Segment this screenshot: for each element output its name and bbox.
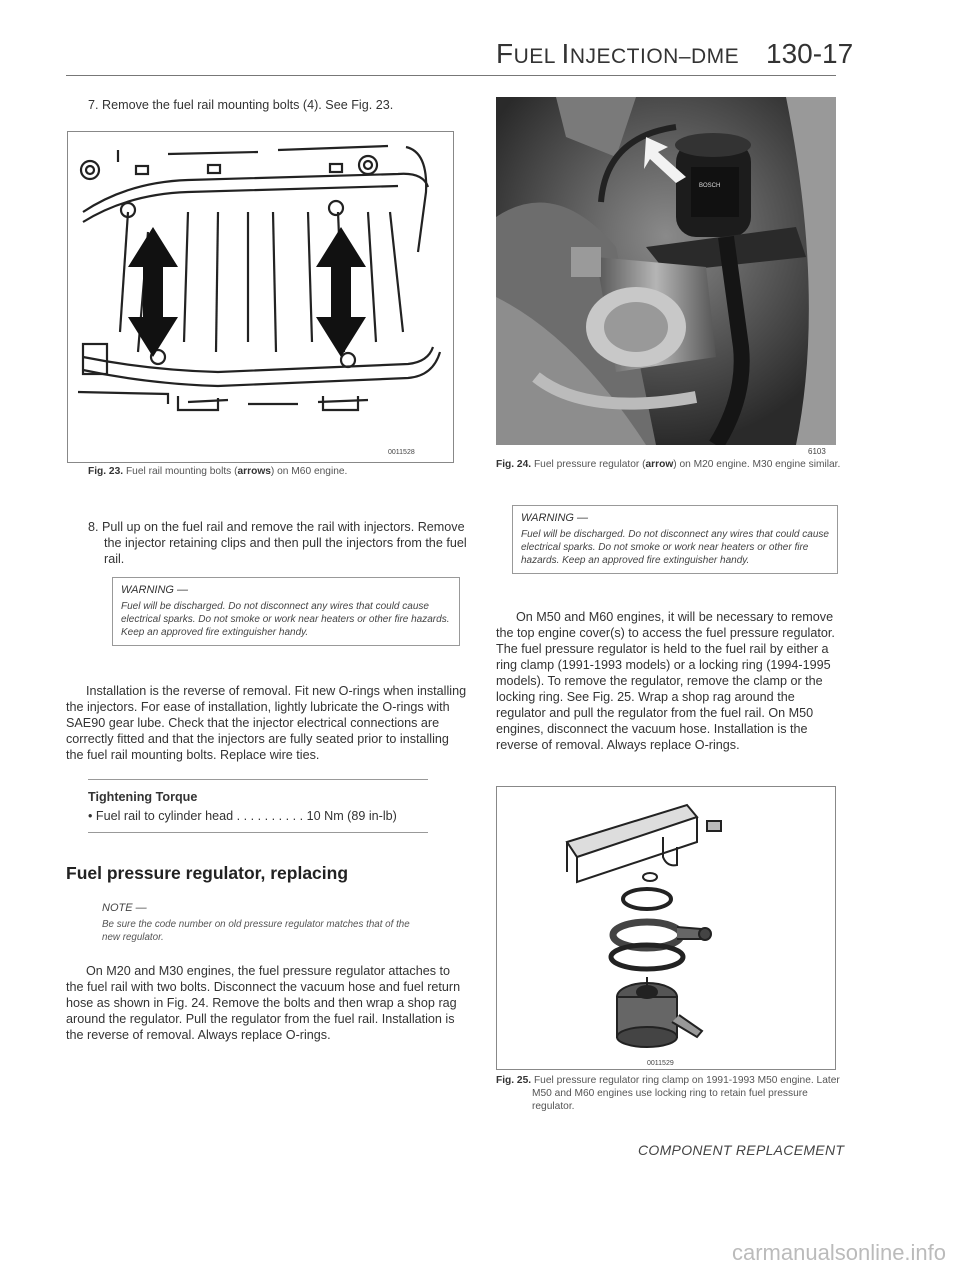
regulator-exploded-diagram bbox=[497, 787, 835, 1069]
figure-23 bbox=[67, 131, 454, 463]
note-body: Be sure the code number on old pressure regulator matches that of the new regulator. bbox=[102, 919, 410, 943]
warning-box-right bbox=[512, 505, 838, 574]
header-rule bbox=[66, 75, 836, 76]
fuel-pressure-regulator-photo bbox=[496, 97, 836, 445]
fig24-code: 6103 bbox=[808, 447, 826, 456]
torque-rule-bottom bbox=[88, 832, 428, 833]
footer-section: COMPONENT REPLACEMENT bbox=[638, 1142, 845, 1158]
m20-paragraph: On M20 and M30 engines, the fuel pressure regulator attaches to the fuel rail with two bolts. Disconnect the vacuum hose and fuel return hose as shown in Fig. 24. Remove the bolts and then wrap a shop rag around the regulator. Pull the regulator from the fuel rail. Installation is the reverse of removal. Always replace O-rings. bbox=[66, 964, 461, 1042]
m50-paragraph: On M50 and M60 engines, it will be necessary to remove the top engine cover(s) to access the fuel pressure regulator. The fuel pressure regulator is held to the fuel rail by either a ring clamp (1991-1993 models) or a locking ring (1994-1995 models). To remove the regulator, remove the clamp or the locking ring. See Fig. 25. Wrap a shop rag around the regulator and pull the regulator from the fuel rail. On M50 engines, disconnect the vacuum hose. Installation is the reverse of removal. Always replace O-rings. bbox=[496, 610, 835, 752]
running-header-title: FUEL INJECTION–DME bbox=[496, 38, 740, 69]
figure-25 bbox=[496, 786, 836, 1070]
warning-title: WARNING — bbox=[121, 584, 189, 596]
warning-box-left bbox=[112, 577, 460, 646]
fig24-caption: Fig. 24. Fuel pressure regulator (arrow) on M20 engine. M30 engine similar. bbox=[496, 459, 841, 470]
page-number: 130-17 bbox=[766, 38, 854, 69]
fig23-code: 0011528 bbox=[388, 449, 415, 456]
warning-body: Fuel will be discharged. Do not disconnect any wires that could cause electrical sparks. Do not smoke or work near heaters or other fire hazards. Keep an approved fire extinguisher handy. bbox=[521, 529, 829, 566]
figure-24-photo bbox=[496, 97, 836, 445]
fig25-caption: Fig. 25. Fuel pressure regulator ring clamp on 1991-1993 M50 engine. Later M50 and M60 engines use locking ring to retain fuel pressure regulator. bbox=[496, 1075, 840, 1112]
torque-item: • Fuel rail to cylinder head . . . . . . . . . . 10 Nm (89 in-lb) bbox=[88, 809, 397, 823]
svg-text:BOSCH: BOSCH bbox=[699, 183, 721, 189]
step-7: 7. Remove the fuel rail mounting bolts (4). See Fig. 23. bbox=[88, 98, 394, 112]
torque-rule-top bbox=[88, 779, 428, 780]
fig23-caption: Fig. 23. Fuel rail mounting bolts (arrows) on M60 engine. bbox=[88, 466, 348, 477]
step-8: 8. Pull up on the fuel rail and remove the rail with injectors. Remove the injector retaining clips and then pull the injectors from the fuel rail. bbox=[88, 520, 467, 566]
installation-paragraph: Installation is the reverse of removal. Fit new O-rings when installing the injectors. For ease of installation, lightly lubricate the O-rings with SAE90 gear lube. Check that the injector electrical connections are correctly fitted and that the injectors are fully seated prior to installing the fuel rail mounting bolts. Replace wire ties. bbox=[66, 684, 467, 762]
fig25-code: 0011529 bbox=[647, 1060, 674, 1067]
watermark: carmanualsonline.info bbox=[732, 1240, 947, 1265]
section-heading: Fuel pressure regulator, replacing bbox=[66, 863, 349, 883]
warning-title: WARNING — bbox=[521, 512, 589, 524]
torque-title: Tightening Torque bbox=[88, 790, 198, 804]
note-title: NOTE — bbox=[102, 902, 147, 914]
warning-body: Fuel will be discharged. Do not disconnect any wires that could cause electrical sparks. Do not smoke or work near heaters or other fire hazards. Keep an approved fire extinguisher handy. bbox=[121, 601, 450, 638]
fuel-rail-diagram bbox=[68, 132, 453, 462]
